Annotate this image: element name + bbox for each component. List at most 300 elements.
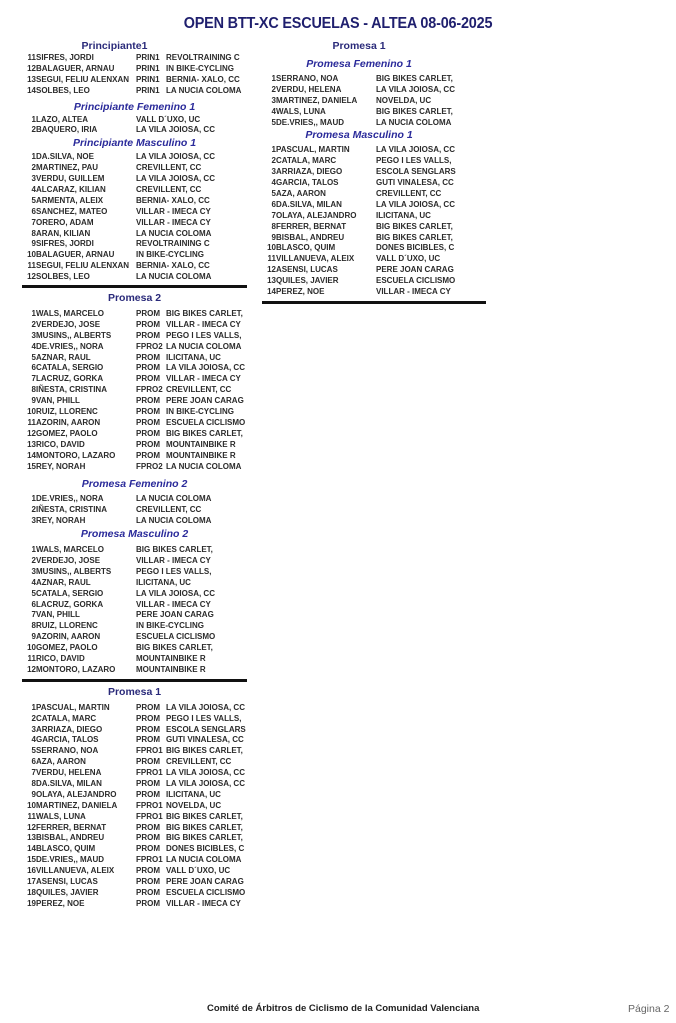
result-row <box>22 665 247 676</box>
result-row <box>22 331 247 342</box>
category-code: PROM <box>136 724 160 734</box>
result-row <box>262 222 486 233</box>
position: 7 <box>31 610 36 620</box>
club-name: BERNIA- XALO, CC <box>136 261 210 271</box>
club-name: LA NUCIA COLOMA <box>166 85 242 95</box>
club-name: LA NUCIA COLOMA <box>166 341 242 351</box>
section-heading: Principiante Femenino 1 <box>73 100 196 113</box>
position: 11 <box>27 53 36 62</box>
position: 4 <box>31 735 36 745</box>
rider-name: OLAYA, ALEJANDRO <box>276 210 357 220</box>
club-name: LA VILA JOIOSA, CC <box>376 145 455 155</box>
rider-name: VILLANUEVA, ALEIX <box>36 866 115 876</box>
rider-name: VAN, PHILL <box>36 610 80 620</box>
club-name: PERE JOAN CARAG <box>166 396 244 406</box>
category-code: PROM <box>136 833 160 843</box>
category-code: FPRO1 <box>136 746 163 756</box>
result-row <box>262 85 486 96</box>
result-row <box>22 735 247 746</box>
result-row <box>262 178 486 189</box>
category-code: PROM <box>136 822 160 832</box>
rider-name: WALS, LUNA <box>36 811 86 821</box>
club-name: LA NUCIA COLOMA <box>136 228 212 238</box>
rider-name: BAQUERO, IRIA <box>36 125 98 135</box>
result-row <box>22 374 247 385</box>
position: 12 <box>27 63 36 73</box>
position: 2 <box>271 84 276 94</box>
result-row <box>22 309 247 320</box>
position: 11 <box>27 261 36 271</box>
club-name: CREVILLENT, CC <box>136 185 202 195</box>
position: 1 <box>31 494 36 504</box>
rider-name: BISBAL, ANDREU <box>36 833 105 843</box>
position: 13 <box>267 276 276 286</box>
position: 4 <box>31 185 36 195</box>
category-code: PROM <box>136 309 160 319</box>
club-name: CREVILLENT, CC <box>136 163 202 173</box>
result-row <box>22 779 247 790</box>
result-row <box>22 888 247 899</box>
position: 10 <box>267 243 276 253</box>
rider-name: QUILES, JAVIER <box>276 276 339 286</box>
rider-name: REY, NORAH <box>36 461 86 471</box>
rider-name: WALS, MARCELO <box>36 309 104 319</box>
category-code: PROM <box>136 352 160 362</box>
result-row <box>22 567 247 578</box>
rider-name: ARRIAZA, DIEGO <box>36 724 103 734</box>
club-name: CREVILLENT, CC <box>136 505 202 515</box>
result-row <box>22 703 247 714</box>
position: 5 <box>31 746 36 756</box>
rider-name: SEGUI, FELIU ALENXAN <box>36 74 130 84</box>
result-row <box>22 229 247 240</box>
club-name: IN BIKE-CYCLING <box>166 63 234 73</box>
rider-name: SANCHEZ, MATEO <box>36 206 108 216</box>
position: 3 <box>31 516 36 526</box>
result-row <box>262 145 486 156</box>
category-code: PROM <box>136 887 160 897</box>
club-name: VILLAR - IMECA CY <box>136 206 211 216</box>
category-code: PROM <box>136 778 160 788</box>
position: 4 <box>271 106 276 116</box>
category-code: PROM <box>136 450 160 460</box>
club-name: GUTI VINALESA, CC <box>376 178 454 188</box>
result-row <box>22 823 247 834</box>
club-name: IN BIKE-CYCLING <box>136 621 204 631</box>
result-row <box>22 86 247 97</box>
position: 10 <box>27 250 36 260</box>
category-code: PROM <box>136 428 160 438</box>
rider-name: CATALA, MARC <box>276 156 337 166</box>
club-name: VALL D´UXO, UC <box>166 866 231 876</box>
rider-name: DE.VRIES,, MAUD <box>276 117 345 127</box>
position: 15 <box>27 461 36 471</box>
rider-name: GOMEZ, PAOLO <box>36 428 98 438</box>
rider-name: SOLBES, LEO <box>36 272 90 282</box>
position: 1 <box>31 702 36 712</box>
position: 14 <box>27 450 36 460</box>
rider-name: BLASCO, QUIM <box>36 844 96 854</box>
club-name: VILLAR - IMECA CY <box>136 217 211 227</box>
category-code: FPRO2 <box>136 341 163 351</box>
category-code: PROM <box>136 330 160 340</box>
rider-name: VAN, PHILL <box>36 396 80 406</box>
club-name: REVOLTRAINING C <box>136 239 210 249</box>
result-row <box>22 833 247 844</box>
category-code: PROM <box>136 417 160 427</box>
rider-name: SERRANO, NOA <box>36 746 99 756</box>
club-name: BIG BIKES CARLET, <box>376 221 453 231</box>
rider-name: SIFRES, JORDI <box>36 53 94 62</box>
category-code: FPRO1 <box>136 768 163 778</box>
club-name: PEGO I LES VALLS, <box>166 330 242 340</box>
position: 10 <box>27 643 36 653</box>
result-row <box>262 233 486 244</box>
result-row <box>22 516 247 527</box>
result-row <box>262 243 486 254</box>
rider-name: SOLBES, LEO <box>36 85 90 95</box>
section-heading: Principiante1 <box>81 40 148 52</box>
rider-name: SEGUI, FELIU ALENXAN <box>36 261 130 271</box>
position: 12 <box>267 265 276 275</box>
club-name: MOUNTAINBIKE R <box>136 664 206 674</box>
rider-name: PEREZ, NOE <box>36 898 85 908</box>
rider-name: ALCARAZ, KILIAN <box>36 185 106 195</box>
category-code: PRIN1 <box>136 53 160 62</box>
section-heading: Promesa Masculino 2 <box>80 528 189 541</box>
club-name: VILLAR - IMECA CY <box>166 319 241 329</box>
result-row <box>262 167 486 178</box>
rider-name: RUIZ, LLORENC <box>36 621 98 631</box>
rider-name: RICO, DAVID <box>36 439 85 449</box>
rider-name: VERDU, HELENA <box>36 768 102 778</box>
result-row <box>22 218 247 229</box>
club-name: NOVELDA, UC <box>376 95 432 105</box>
position: 3 <box>271 95 276 105</box>
rider-name: DE.VRIES,, NORA <box>36 341 104 351</box>
rider-name: QUILES, JAVIER <box>36 887 99 897</box>
position: 12 <box>27 272 36 282</box>
result-row <box>22 462 247 473</box>
club-name: BIG BIKES CARLET, <box>376 232 453 242</box>
result-row <box>22 812 247 823</box>
category-code: FPRO2 <box>136 461 163 471</box>
result-row <box>22 790 247 801</box>
position: 11 <box>27 811 36 821</box>
result-row <box>262 200 486 211</box>
rider-name: VILLANUEVA, ALEIX <box>276 254 355 264</box>
club-name: LA NUCIA COLOMA <box>376 117 452 127</box>
result-row <box>22 363 247 374</box>
result-row <box>22 877 247 888</box>
position: 12 <box>27 822 36 832</box>
category-code: PROM <box>136 396 160 406</box>
position: 1 <box>31 114 36 124</box>
rider-name: AZORIN, AARON <box>36 632 101 642</box>
position: 19 <box>27 898 36 908</box>
rider-name: BLASCO, QUIM <box>276 243 336 253</box>
rider-name: IÑESTA, CRISTINA <box>36 385 107 395</box>
club-name: BIG BIKES CARLET, <box>166 428 243 438</box>
rider-name: PEREZ, NOE <box>276 287 325 297</box>
position: 12 <box>27 664 36 674</box>
result-row <box>22 757 247 768</box>
category-code: PROM <box>136 789 160 799</box>
result-row <box>262 156 486 167</box>
position: 11 <box>27 653 36 663</box>
rider-name: DE.VRIES,, MAUD <box>36 855 105 865</box>
rider-name: ARAN, KILIAN <box>36 228 91 238</box>
rider-name: LACRUZ, GORKA <box>36 599 104 609</box>
position: 9 <box>31 789 36 799</box>
club-name: ESCUELA CICLISMO <box>166 887 246 897</box>
club-name: BIG BIKES CARLET, <box>376 106 453 116</box>
position: 14 <box>267 287 276 297</box>
result-row <box>22 505 247 516</box>
club-name: DONES BICIBLES, C <box>376 243 455 253</box>
position: 7 <box>271 210 276 220</box>
rider-name: AZNAR, RAUL <box>36 577 91 587</box>
club-name: LA NUCIA COLOMA <box>136 494 212 504</box>
document-title: OPEN BTT-XC ESCUELAS - ALTEA 08-06-2025 <box>183 15 493 32</box>
club-name: ESCOLA SENGLARS <box>376 167 456 177</box>
position: 17 <box>27 877 36 886</box>
category-code: PROM <box>136 844 160 854</box>
club-name: PERE JOAN CARAG <box>376 265 454 275</box>
result-row <box>22 866 247 877</box>
result-row <box>262 287 486 298</box>
result-row <box>22 746 247 757</box>
position: 14 <box>27 844 36 854</box>
section-heading: Promesa 1 <box>332 40 386 52</box>
result-row <box>22 768 247 779</box>
rider-name: AZA, AARON <box>36 757 86 767</box>
rider-name: GOMEZ, PAOLO <box>36 643 98 653</box>
category-code: PROM <box>136 702 160 712</box>
position: 2 <box>31 319 36 329</box>
club-name: LA VILA JOIOSA, CC <box>166 702 245 712</box>
page-number: Página 2 <box>628 1003 670 1015</box>
result-row <box>22 643 247 654</box>
section-heading: Promesa Femenino 1 <box>306 58 412 70</box>
result-row <box>22 451 247 462</box>
result-row <box>262 118 486 129</box>
club-name: CREVILLENT, CC <box>166 757 232 767</box>
section-heading: Promesa Masculino 1 <box>305 129 413 142</box>
club-name: LA NUCIA COLOMA <box>166 855 242 865</box>
category-code: PRIN1 <box>136 85 160 95</box>
right-column <box>262 39 486 304</box>
position: 5 <box>31 195 36 205</box>
club-name: NOVELDA, UC <box>166 800 222 810</box>
rider-name: ASENSI, LUCAS <box>36 877 98 886</box>
club-name: ESCUELA CICLISMO <box>376 276 456 286</box>
result-row <box>262 265 486 276</box>
rider-name: AZNAR, RAUL <box>36 352 91 362</box>
rider-name: RICO, DAVID <box>36 653 85 663</box>
category-code: PROM <box>136 319 160 329</box>
position: 6 <box>271 199 276 209</box>
club-name: LA NUCIA COLOMA <box>136 272 212 282</box>
club-name: LA NUCIA COLOMA <box>166 461 242 471</box>
result-row <box>22 385 247 396</box>
club-name: LA VILA JOIOSA, CC <box>166 768 245 778</box>
position: 9 <box>271 232 276 242</box>
rider-name: VERDEJO, JOSE <box>36 555 101 565</box>
position: 3 <box>31 174 36 184</box>
position: 1 <box>31 309 36 319</box>
rider-name: MARTINEZ, PAU <box>36 163 99 173</box>
position: 1 <box>271 74 276 83</box>
position: 7 <box>31 217 36 227</box>
rider-name: LAZO, ALTEA <box>36 114 88 124</box>
club-name: GUTI VINALESA, CC <box>166 735 244 745</box>
rider-name: AZORIN, AARON <box>36 417 101 427</box>
position: 1 <box>271 145 276 155</box>
club-name: IN BIKE-CYCLING <box>166 407 234 417</box>
section-heading: Promesa Femenino 2 <box>81 478 188 491</box>
rider-name: PASCUAL, MARTIN <box>36 702 110 712</box>
category-code: FPRO1 <box>136 855 163 865</box>
club-name: PEGO I LES VALLS, <box>166 713 242 723</box>
position: 1 <box>31 545 36 555</box>
rider-name: PASCUAL, MARTIN <box>276 145 350 155</box>
result-row <box>262 211 486 222</box>
club-name: PEGO I LES VALLS, <box>376 156 452 166</box>
position: 13 <box>27 439 36 449</box>
rider-name: LACRUZ, GORKA <box>36 374 104 384</box>
rider-name: BALAGUER, ARNAU <box>36 63 115 73</box>
rider-name: GARCIA, TALOS <box>276 178 339 188</box>
club-name: ILICITANA, UC <box>166 352 221 362</box>
result-row <box>22 342 247 353</box>
result-row <box>22 250 247 261</box>
result-row <box>22 239 247 250</box>
position: 16 <box>27 866 36 876</box>
club-name: PERE JOAN CARAG <box>136 610 214 620</box>
club-name: LA VILA JOIOSA, CC <box>376 84 455 94</box>
position: 10 <box>27 407 36 417</box>
result-row <box>22 64 247 75</box>
club-name: VILLAR - IMECA CY <box>136 555 211 565</box>
club-name: MOUNTAINBIKE R <box>166 450 236 460</box>
club-name: LA VILA JOIOSA, CC <box>376 199 455 209</box>
rider-name: SIFRES, JORDI <box>36 239 94 249</box>
club-name: ILICITANA, UC <box>376 210 431 220</box>
result-row <box>22 407 247 418</box>
category-code: PROM <box>136 735 160 745</box>
results-list <box>22 494 247 527</box>
results-list <box>22 53 247 97</box>
position: 1 <box>31 152 36 162</box>
rider-name: WALS, MARCELO <box>36 545 104 555</box>
result-row <box>262 74 486 85</box>
category-code: PROM <box>136 757 160 767</box>
result-row <box>22 578 247 589</box>
result-row <box>22 801 247 812</box>
position: 2 <box>31 713 36 723</box>
position: 2 <box>31 505 36 515</box>
category-code: PRIN1 <box>136 74 160 84</box>
result-row <box>22 185 247 196</box>
position: 3 <box>31 330 36 340</box>
result-row <box>22 632 247 643</box>
rider-name: WALS, LUNA <box>276 106 326 116</box>
rider-name: CATALA, MARC <box>36 713 97 723</box>
category-code: PROM <box>136 439 160 449</box>
rider-name: VERDEJO, JOSE <box>36 319 101 329</box>
result-row <box>22 152 247 163</box>
result-row <box>262 254 486 265</box>
position: 9 <box>31 632 36 642</box>
club-name: BERNIA- XALO, CC <box>166 74 240 84</box>
result-row <box>22 600 247 611</box>
results-list <box>22 309 247 472</box>
result-row <box>22 196 247 207</box>
club-name: BIG BIKES CARLET, <box>166 811 243 821</box>
club-name: VILLAR - IMECA CY <box>166 374 241 384</box>
category-code: PRIN1 <box>136 63 160 73</box>
result-row <box>262 276 486 287</box>
rider-name: MUSINS,, ALBERTS <box>36 330 112 340</box>
results-list <box>22 152 247 283</box>
club-name: ESCUELA CICLISMO <box>136 632 216 642</box>
club-name: VILLAR - IMECA CY <box>376 287 451 297</box>
section-divider <box>262 301 486 304</box>
club-name: BIG BIKES CARLET, <box>166 309 243 319</box>
result-row <box>22 494 247 505</box>
rider-name: IÑESTA, CRISTINA <box>36 505 107 515</box>
position: 3 <box>31 724 36 734</box>
rider-name: MONTORO, LAZARO <box>36 664 116 674</box>
category-code: PROM <box>136 877 160 886</box>
category-code: PROM <box>136 713 160 723</box>
position: 12 <box>27 428 36 438</box>
position: 5 <box>271 117 276 127</box>
results-list <box>262 74 486 128</box>
club-name: BIG BIKES CARLET, <box>166 746 243 756</box>
club-name: MOUNTAINBIKE R <box>166 439 236 449</box>
result-row <box>22 396 247 407</box>
position: 4 <box>271 178 276 188</box>
club-name: ESCUELA CICLISMO <box>166 417 246 427</box>
club-name: BIG BIKES CARLET, <box>166 822 243 832</box>
category-code: PROM <box>136 363 160 373</box>
position: 6 <box>31 599 36 609</box>
rider-name: SERRANO, NOA <box>276 74 339 83</box>
rider-name: CATALA, SERGIO <box>36 363 104 373</box>
rider-name: DA.SILVA, MILAN <box>36 778 102 788</box>
position: 2 <box>31 125 36 135</box>
position: 7 <box>31 768 36 778</box>
club-name: VALL D´UXO, UC <box>136 114 201 124</box>
rider-name: OLAYA, ALEJANDRO <box>36 789 117 799</box>
rider-name: GARCIA, TALOS <box>36 735 99 745</box>
results-list <box>262 145 486 297</box>
club-name: ESCOLA SENGLARS <box>166 724 246 734</box>
result-row <box>22 418 247 429</box>
result-row <box>22 556 247 567</box>
rider-name: MARTINEZ, DANIELA <box>36 800 118 810</box>
position: 5 <box>31 352 36 362</box>
result-row <box>22 353 247 364</box>
result-row <box>22 725 247 736</box>
section-heading: Principiante Masculino 1 <box>72 137 197 150</box>
position: 7 <box>31 374 36 384</box>
position: 2 <box>31 163 36 173</box>
footer-organization: Comité de Árbitros de Ciclismo de la Comunidad Valenciana <box>207 1003 480 1014</box>
position: 8 <box>31 385 36 395</box>
